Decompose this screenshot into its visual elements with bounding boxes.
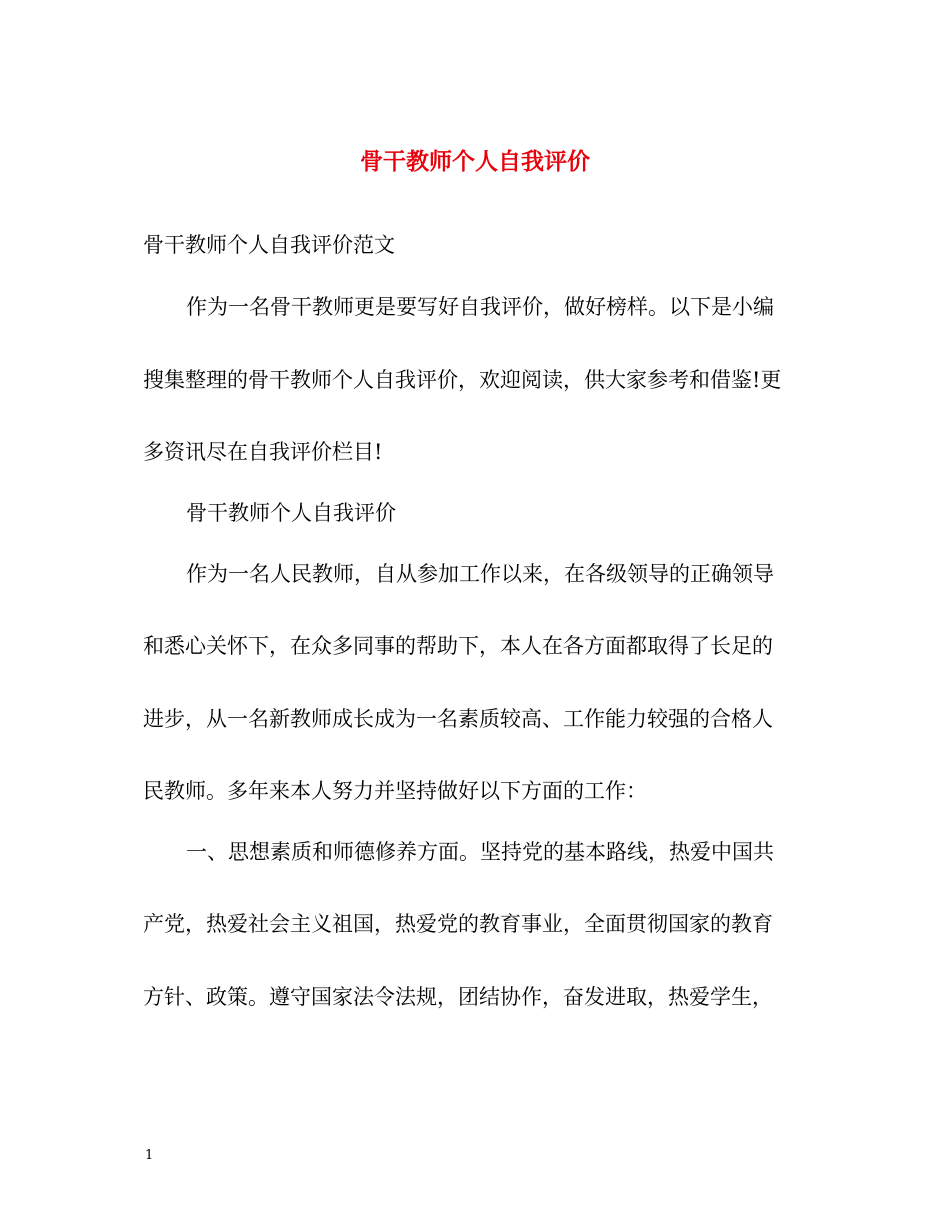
paragraph-2-line-2: 和悉心关怀下，在众多同事的帮助下，本人在各方面都取得了长足的 <box>143 634 773 658</box>
document-title: 骨干教师个人自我评价 <box>360 148 590 175</box>
paragraph-2-line-4: 民教师。多年来本人努力并坚持做好以下方面的工作： <box>143 779 647 803</box>
paragraph-2-line-3: 进步，从一名新教师成长成为一名素质较高、工作能力较强的合格人 <box>143 707 773 731</box>
paragraph-2-line-1: 作为一名人民教师，自从参加工作以来，在各级领导的正确领导 <box>186 562 774 586</box>
paragraph-1-line-1: 作为一名骨干教师更是要写好自我评价，做好榜样。以下是小编 <box>186 295 774 319</box>
paragraph-3-line-3: 方针、政策。遵守国家法令法规，团结协作，奋发进取，热爱学生， <box>143 985 773 1009</box>
paragraph-3-line-1: 一、思想素质和师德修养方面。坚持党的基本路线，热爱中国共 <box>186 840 774 864</box>
subtitle: 骨干教师个人自我评价范文 <box>143 233 395 257</box>
paragraph-3-line-2: 产党，热爱社会主义祖国，热爱党的教育事业，全面贯彻国家的教育 <box>143 912 773 936</box>
section-heading: 骨干教师个人自我评价 <box>186 501 396 525</box>
page-number: 1 <box>145 1148 154 1163</box>
paragraph-1-line-2: 搜集整理的骨干教师个人自我评价，欢迎阅读，供大家参考和借鉴!更 <box>143 368 782 392</box>
paragraph-1-line-3: 多资讯尽在自我评价栏目! <box>143 440 383 464</box>
